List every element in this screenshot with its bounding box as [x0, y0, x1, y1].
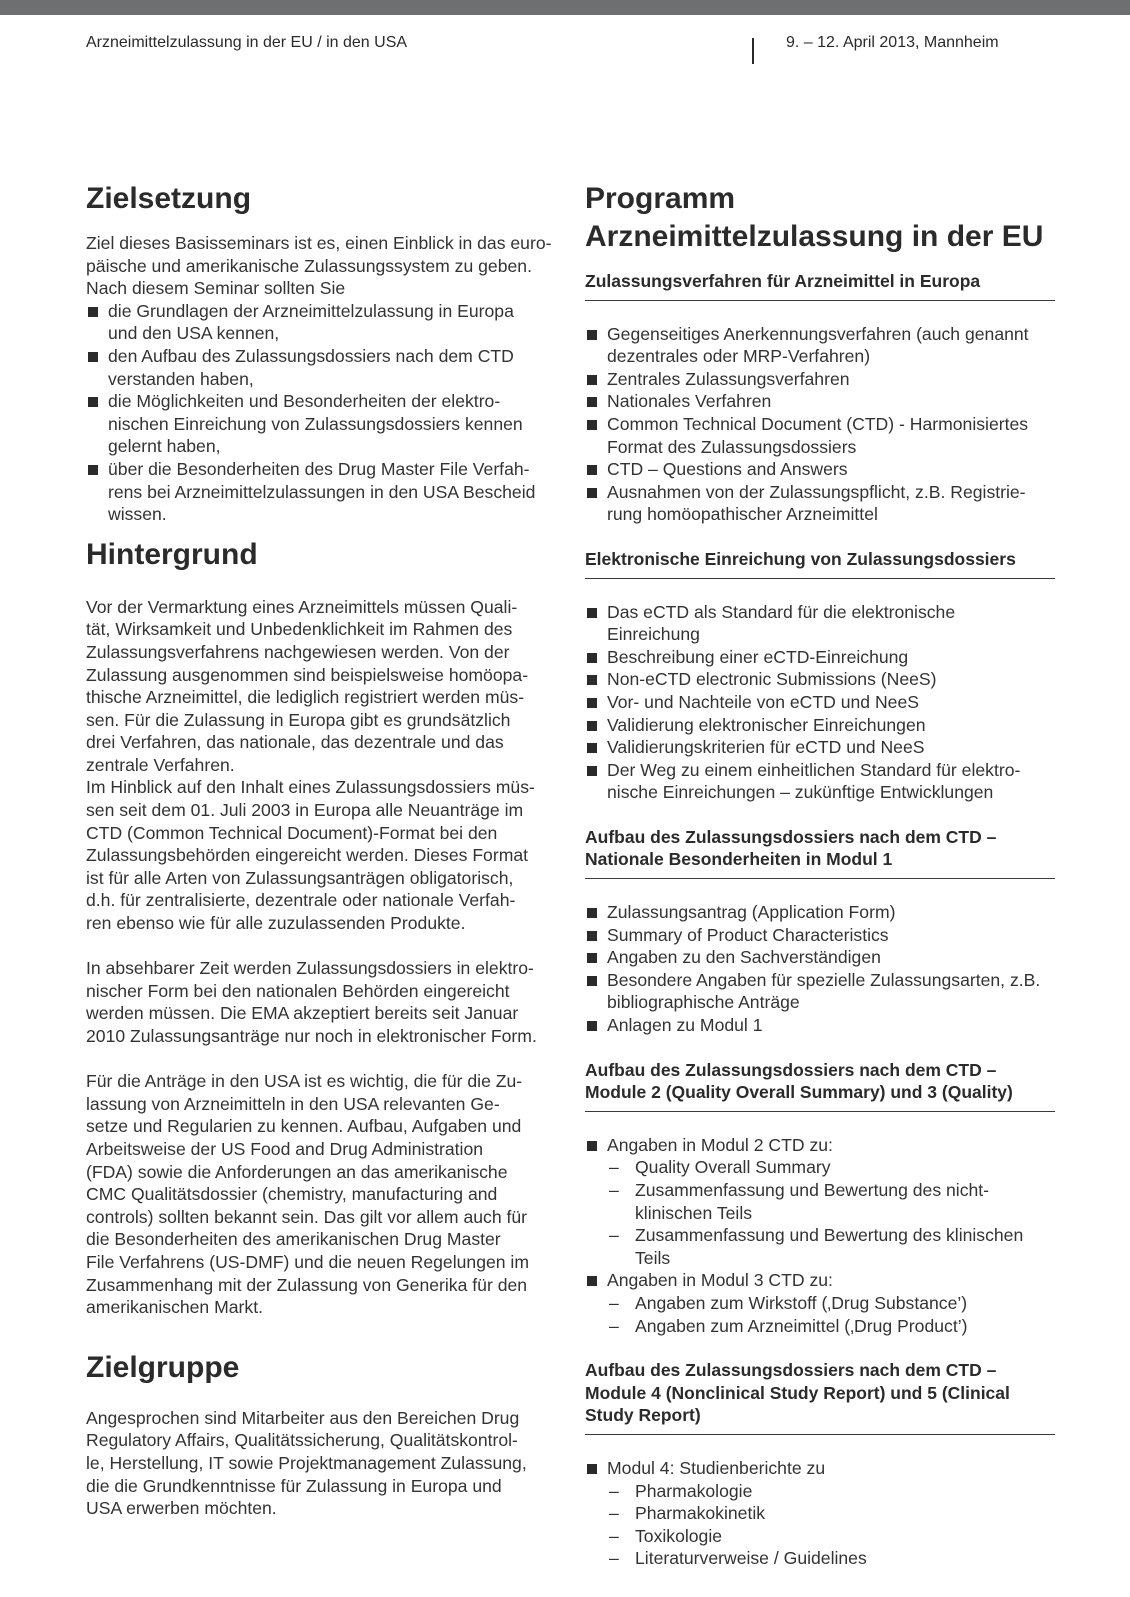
- text-line: die Möglichkeiten und Besonderheiten der elektro-: [108, 391, 501, 412]
- dash-item: [607, 1525, 1055, 1548]
- text-line: dezentrales oder MRP-Verfahren): [607, 346, 871, 367]
- dash-item: [607, 1480, 1055, 1503]
- text-line: päische und amerikanische Zulassungssystem zu geben.: [86, 255, 532, 276]
- right-column: [585, 180, 1055, 1570]
- bullet-item: [585, 668, 1055, 691]
- text-line: die die Grundkenntnisse für Zulassung in Europa und: [86, 1475, 502, 1496]
- zielgruppe-paragraph: [86, 1407, 560, 1520]
- text-line: In absehbarer Zeit werden Zulassungsdossiers in elektro-: [86, 958, 534, 979]
- bullet-item: [585, 646, 1055, 669]
- bullet-item: [585, 1134, 1055, 1270]
- bullet-item: [585, 458, 1055, 481]
- text-line: Validierungskriterien für eCTD und NeeS: [607, 737, 925, 758]
- header-date: 9. – 12. April 2013, Mannheim: [786, 34, 999, 51]
- program-subtitle: Arzneimittelzulassung in der EU: [585, 220, 1044, 253]
- text-line: amerikanischen Markt.: [86, 1297, 263, 1318]
- section-heading: [585, 270, 1055, 301]
- header-title: Arzneimittelzulassung in der EU / in den USA: [86, 34, 408, 51]
- text-line: verstanden haben,: [108, 368, 254, 389]
- text-line: CMC Qualitätsdossier (chemistry, manufacturing and: [86, 1184, 498, 1205]
- text-line: rens bei Arzneimittelzulassungen in den USA Bescheid: [108, 481, 536, 502]
- text-line: sen seit dem 01. Juli 2003 in Europa alle Neuanträge im: [86, 800, 524, 821]
- bullet-item: [585, 368, 1055, 391]
- text-line: Module 2 (Quality Overall Summary) und 3 (Quality): [585, 1082, 1013, 1103]
- text-line: rung homöopathischer Arzneimittel: [607, 504, 878, 525]
- bullet-item: [585, 946, 1055, 969]
- bullet-item: [585, 901, 1055, 924]
- hintergrund-paragraph-1: [86, 596, 560, 935]
- dash-item: [607, 1292, 1055, 1315]
- bullet-item: [585, 413, 1055, 458]
- text-line: Aufbau des Zulassungsdossiers nach dem CTD –: [585, 826, 997, 847]
- text-line: nischer Form bei den nationalen Behörden eingereicht: [86, 980, 510, 1001]
- bullet-item: [585, 601, 1055, 646]
- text-line: Beschreibung einer eCTD-Einreichung: [607, 646, 909, 667]
- dash-item: [607, 1547, 1055, 1570]
- text-line: Vor der Vermarktung eines Arzneimittels müssen Quali-: [86, 596, 518, 617]
- text-line: Format des Zulassungsdossiers: [607, 436, 857, 457]
- dash-item: [607, 1179, 1055, 1224]
- text-line: Einreichung: [607, 624, 700, 645]
- text-line: Ziel dieses Basisseminars ist es, einen Einblick in das euro-: [86, 233, 552, 253]
- text-line: bibliographische Anträge: [607, 992, 800, 1013]
- text-line: die Grundlagen der Arzneimittelzulassung in Europa: [108, 300, 514, 321]
- section-list: [585, 901, 1055, 1037]
- text-line: Module 4 (Nonclinical Study Report) und 5 (Clinical: [585, 1382, 1010, 1403]
- heading-zielsetzung: Zielsetzung: [86, 182, 252, 215]
- text-line: Der Weg zu einem einheitlichen Standard für elektro-: [607, 759, 1021, 780]
- sub-list: [607, 1292, 1055, 1337]
- text-line: Validierung elektronischer Einreichungen: [607, 714, 926, 735]
- bullet-item: [86, 345, 560, 390]
- zielsetzung-bullets: [86, 300, 560, 526]
- bullet-item: [585, 924, 1055, 947]
- text-line: Non-eCTD electronic Submissions (NeeS): [607, 669, 937, 690]
- left-column: [86, 180, 560, 1520]
- header-divider: [752, 38, 754, 64]
- sub-list: [607, 1156, 1055, 1269]
- text-line: Modul 4: Studienberichte zu: [607, 1457, 826, 1478]
- text-line: Anlagen zu Modul 1: [607, 1015, 763, 1036]
- text-line: d.h. für zentralisierte, dezentrale oder nationale Verfah-: [86, 890, 516, 911]
- text-line: zentrale Verfahren.: [86, 754, 235, 775]
- text-line: nische Einreichungen – zukünftige Entwicklungen: [607, 782, 994, 803]
- text-line: – Zusammenfassung und Bewertung des klinischen: [635, 1225, 1024, 1246]
- text-line: setze und Regularien zu kennen. Aufbau, Aufgaben und: [86, 1116, 522, 1137]
- text-line: Im Hinblick auf den Inhalt eines Zulassungsdossiers müs-: [86, 777, 535, 798]
- text-line: Regulatory Affairs, Qualitätssicherung, Qualitätskontrol-: [86, 1430, 518, 1451]
- text-line: Vor- und Nachteile von eCTD und NeeS: [607, 691, 919, 712]
- text-line: Summary of Product Characteristics: [607, 924, 889, 945]
- text-line: – Angaben zum Arzneimittel (‚Drug Product’): [635, 1315, 968, 1336]
- text-line: ren ebenso wie für alle zuzulassenden Produkte.: [86, 913, 466, 934]
- text-line: klinischen Teils: [635, 1202, 753, 1223]
- zielsetzung-intro: [86, 232, 560, 300]
- text-line: Angesprochen sind Mitarbeiter aus den Bereichen Drug: [86, 1407, 520, 1428]
- text-line: – Angaben zum Wirkstoff (‚Drug Substance’): [635, 1292, 968, 1313]
- text-line: 2010 Zulassungsanträge nur noch in elektronischer Form.: [86, 1026, 537, 1046]
- bullet-item: [585, 759, 1055, 804]
- text-line: den Aufbau des Zulassungsdossiers nach dem CTD: [108, 345, 514, 366]
- text-line: Angaben zu den Sachverständigen: [607, 947, 881, 968]
- text-line: CTD – Questions and Answers: [607, 459, 848, 480]
- text-line: le, Herstellung, IT sowie Projektmanagement Zulassung,: [86, 1452, 527, 1473]
- text-line: Nationale Besonderheiten in Modul 1: [585, 849, 893, 870]
- text-line: – Pharmakologie: [635, 1480, 753, 1501]
- program-title: Programm: [585, 182, 736, 215]
- text-line: und den USA kennen,: [108, 323, 280, 344]
- bullet-item: [585, 390, 1055, 413]
- sub-list: [607, 1480, 1055, 1570]
- text-line: – Pharmakokinetik: [635, 1503, 766, 1524]
- text-line: Zulassung ausgenommen sind beispielsweise homöopa-: [86, 664, 529, 685]
- text-line: – Zusammenfassung und Bewertung des nicht-: [635, 1180, 990, 1200]
- text-line: Nationales Verfahren: [607, 391, 772, 412]
- text-line: CTD (Common Technical Document)-Format bei den: [86, 822, 498, 843]
- text-line: nischen Einreichung von Zulassungsdossiers kennen: [108, 413, 523, 434]
- bullet-item: [585, 323, 1055, 368]
- text-line: wissen.: [108, 504, 167, 525]
- hintergrund-paragraph-2: [86, 957, 560, 1047]
- text-line: Zulassungsbehörden eingereicht werden. Dieses Format: [86, 845, 529, 866]
- text-line: drei Verfahren, das nationale, das dezentrale und das: [86, 732, 504, 753]
- dash-item: [607, 1315, 1055, 1338]
- section-list: [585, 601, 1055, 804]
- bullet-item: [585, 1457, 1055, 1570]
- text-line: Gegenseitiges Anerkennungsverfahren (auch genannt: [607, 323, 1029, 344]
- text-line: – Literaturverweise / Guidelines: [635, 1548, 867, 1569]
- dash-item: [607, 1224, 1055, 1269]
- text-line: Zentrales Zulassungsverfahren: [607, 368, 850, 389]
- text-line: Das eCTD als Standard für die elektronische: [607, 601, 956, 622]
- text-line: – Quality Overall Summary: [635, 1157, 831, 1178]
- text-line: File Verfahrens (US-DMF) und die neuen Regelungen im: [86, 1251, 529, 1272]
- text-line: Study Report): [585, 1405, 701, 1426]
- text-line: Elektronische Einreichung von Zulassungsdossiers: [585, 548, 1016, 569]
- top-bar: [0, 0, 1130, 15]
- section-heading: [585, 1359, 1055, 1435]
- text-line: Aufbau des Zulassungsdossiers nach dem CTD –: [585, 1360, 997, 1381]
- text-line: lassung von Arzneimitteln in den USA relevanten Ge-: [86, 1093, 500, 1114]
- text-line: USA erwerben möchten.: [86, 1498, 277, 1519]
- text-line: Zulassungsantrag (Application Form): [607, 902, 896, 923]
- bullet-item: [585, 1269, 1055, 1337]
- text-line: Besondere Angaben für spezielle Zulassungsarten, z.B.: [607, 969, 1041, 990]
- text-line: (FDA) sowie die Anforderungen an das amerikanische: [86, 1161, 508, 1182]
- text-line: Für die Anträge in den USA ist es wichtig, die für die Zu-: [86, 1071, 523, 1092]
- text-line: gelernt haben,: [108, 436, 221, 457]
- hintergrund-paragraph-3: [86, 1070, 560, 1319]
- bullet-item: [86, 390, 560, 458]
- bullet-item: [585, 691, 1055, 714]
- text-line: Nach diesem Seminar sollten Sie: [86, 278, 346, 299]
- heading-zielgruppe: Zielgruppe: [86, 1350, 240, 1384]
- section-heading: [585, 548, 1055, 579]
- text-line: thische Arzneimittel, die lediglich registriert werden müs-: [86, 687, 525, 708]
- bullet-item: [585, 736, 1055, 759]
- text-line: sen. Für die Zulassung in Europa gibt es grundsätzlich: [86, 709, 511, 730]
- text-line: werden müssen. Die EMA akzeptiert bereits seit Januar: [86, 1003, 519, 1024]
- section-heading: [585, 1059, 1055, 1112]
- section-heading: [585, 826, 1055, 879]
- text-line: – Toxikologie: [635, 1525, 723, 1546]
- bullet-item: [585, 1014, 1055, 1037]
- text-line: tät, Wirksamkeit und Unbedenklichkeit im Rahmen des: [86, 619, 513, 640]
- text-line: Angaben in Modul 3 CTD zu:: [607, 1270, 833, 1291]
- section-list: [585, 1134, 1055, 1337]
- text-line: ist für alle Arten von Zulassungsanträgen obligatorisch,: [86, 867, 514, 888]
- text-line: Arbeitsweise der US Food and Drug Administration: [86, 1138, 484, 1159]
- bullet-item: [585, 969, 1055, 1014]
- text-line: Angaben in Modul 2 CTD zu:: [607, 1134, 833, 1155]
- dash-item: [607, 1502, 1055, 1525]
- bullet-item: [86, 300, 560, 345]
- dash-item: [607, 1156, 1055, 1179]
- text-line: Zulassungsverfahrens nachgewiesen werden. Von der: [86, 641, 510, 662]
- bullet-item: [86, 458, 560, 526]
- bullet-item: [585, 481, 1055, 526]
- text-line: über die Besonderheiten des Drug Master File Verfah-: [108, 458, 530, 479]
- text-line: Ausnahmen von der Zulassungspflicht, z.B. Registrie-: [607, 481, 1026, 502]
- section-list: [585, 1457, 1055, 1570]
- text-line: Common Technical Document (CTD) - Harmonisiertes: [607, 413, 1029, 434]
- text-line: controls) sollten bekannt sein. Das gilt vor allem auch für: [86, 1206, 528, 1227]
- text-line: Teils: [635, 1247, 671, 1268]
- section-list: [585, 323, 1055, 526]
- text-line: Zusammenhang mit der Zulassung von Generika für den: [86, 1274, 528, 1295]
- heading-hintergrund: Hintergrund: [86, 537, 258, 571]
- text-line: die Besonderheiten des amerikanischen Drug Master: [86, 1229, 501, 1250]
- text-line: Aufbau des Zulassungsdossiers nach dem CTD –: [585, 1059, 997, 1080]
- bullet-item: [585, 714, 1055, 737]
- text-line: Zulassungsverfahren für Arzneimittel in Europa: [585, 271, 981, 291]
